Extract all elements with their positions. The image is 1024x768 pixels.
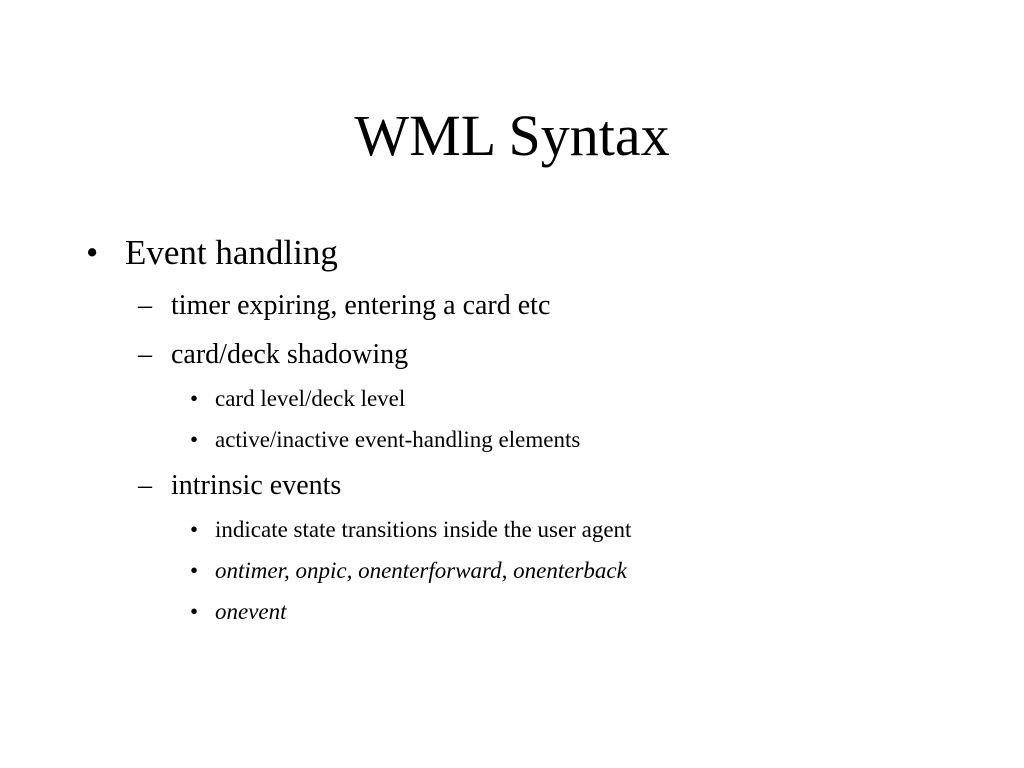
bullet-dash-icon: – [138, 290, 152, 321]
slide-title: WML Syntax [354, 103, 670, 168]
bullet-dash-icon: – [138, 339, 152, 370]
bullet-text: timer expiring, entering a card etc [171, 290, 551, 321]
bullet-text: onevent [215, 599, 287, 624]
bullet-text: card/deck shadowing [171, 339, 409, 370]
bullet-text: active/inactive event-handling elements [215, 427, 581, 452]
bullet-text: indicate state transitions inside the user agent [215, 517, 632, 542]
bullet-text: ontimer, onpic, onenterforward, onenterback [215, 558, 627, 583]
bullet-dot-icon: • [190, 558, 199, 583]
bullet-dot-icon: • [190, 427, 199, 452]
bullet-dot-icon: • [190, 599, 199, 624]
bullet-dash-icon: – [138, 470, 152, 501]
bullet-dot-icon: • [190, 517, 199, 542]
bullet-text: card level/deck level [215, 386, 406, 411]
bullet-text: intrinsic events [171, 470, 342, 501]
bullet-dot-icon: • [190, 386, 199, 411]
bullet-dot-icon: • [86, 233, 99, 272]
bullet-text: Event handling [125, 233, 338, 272]
